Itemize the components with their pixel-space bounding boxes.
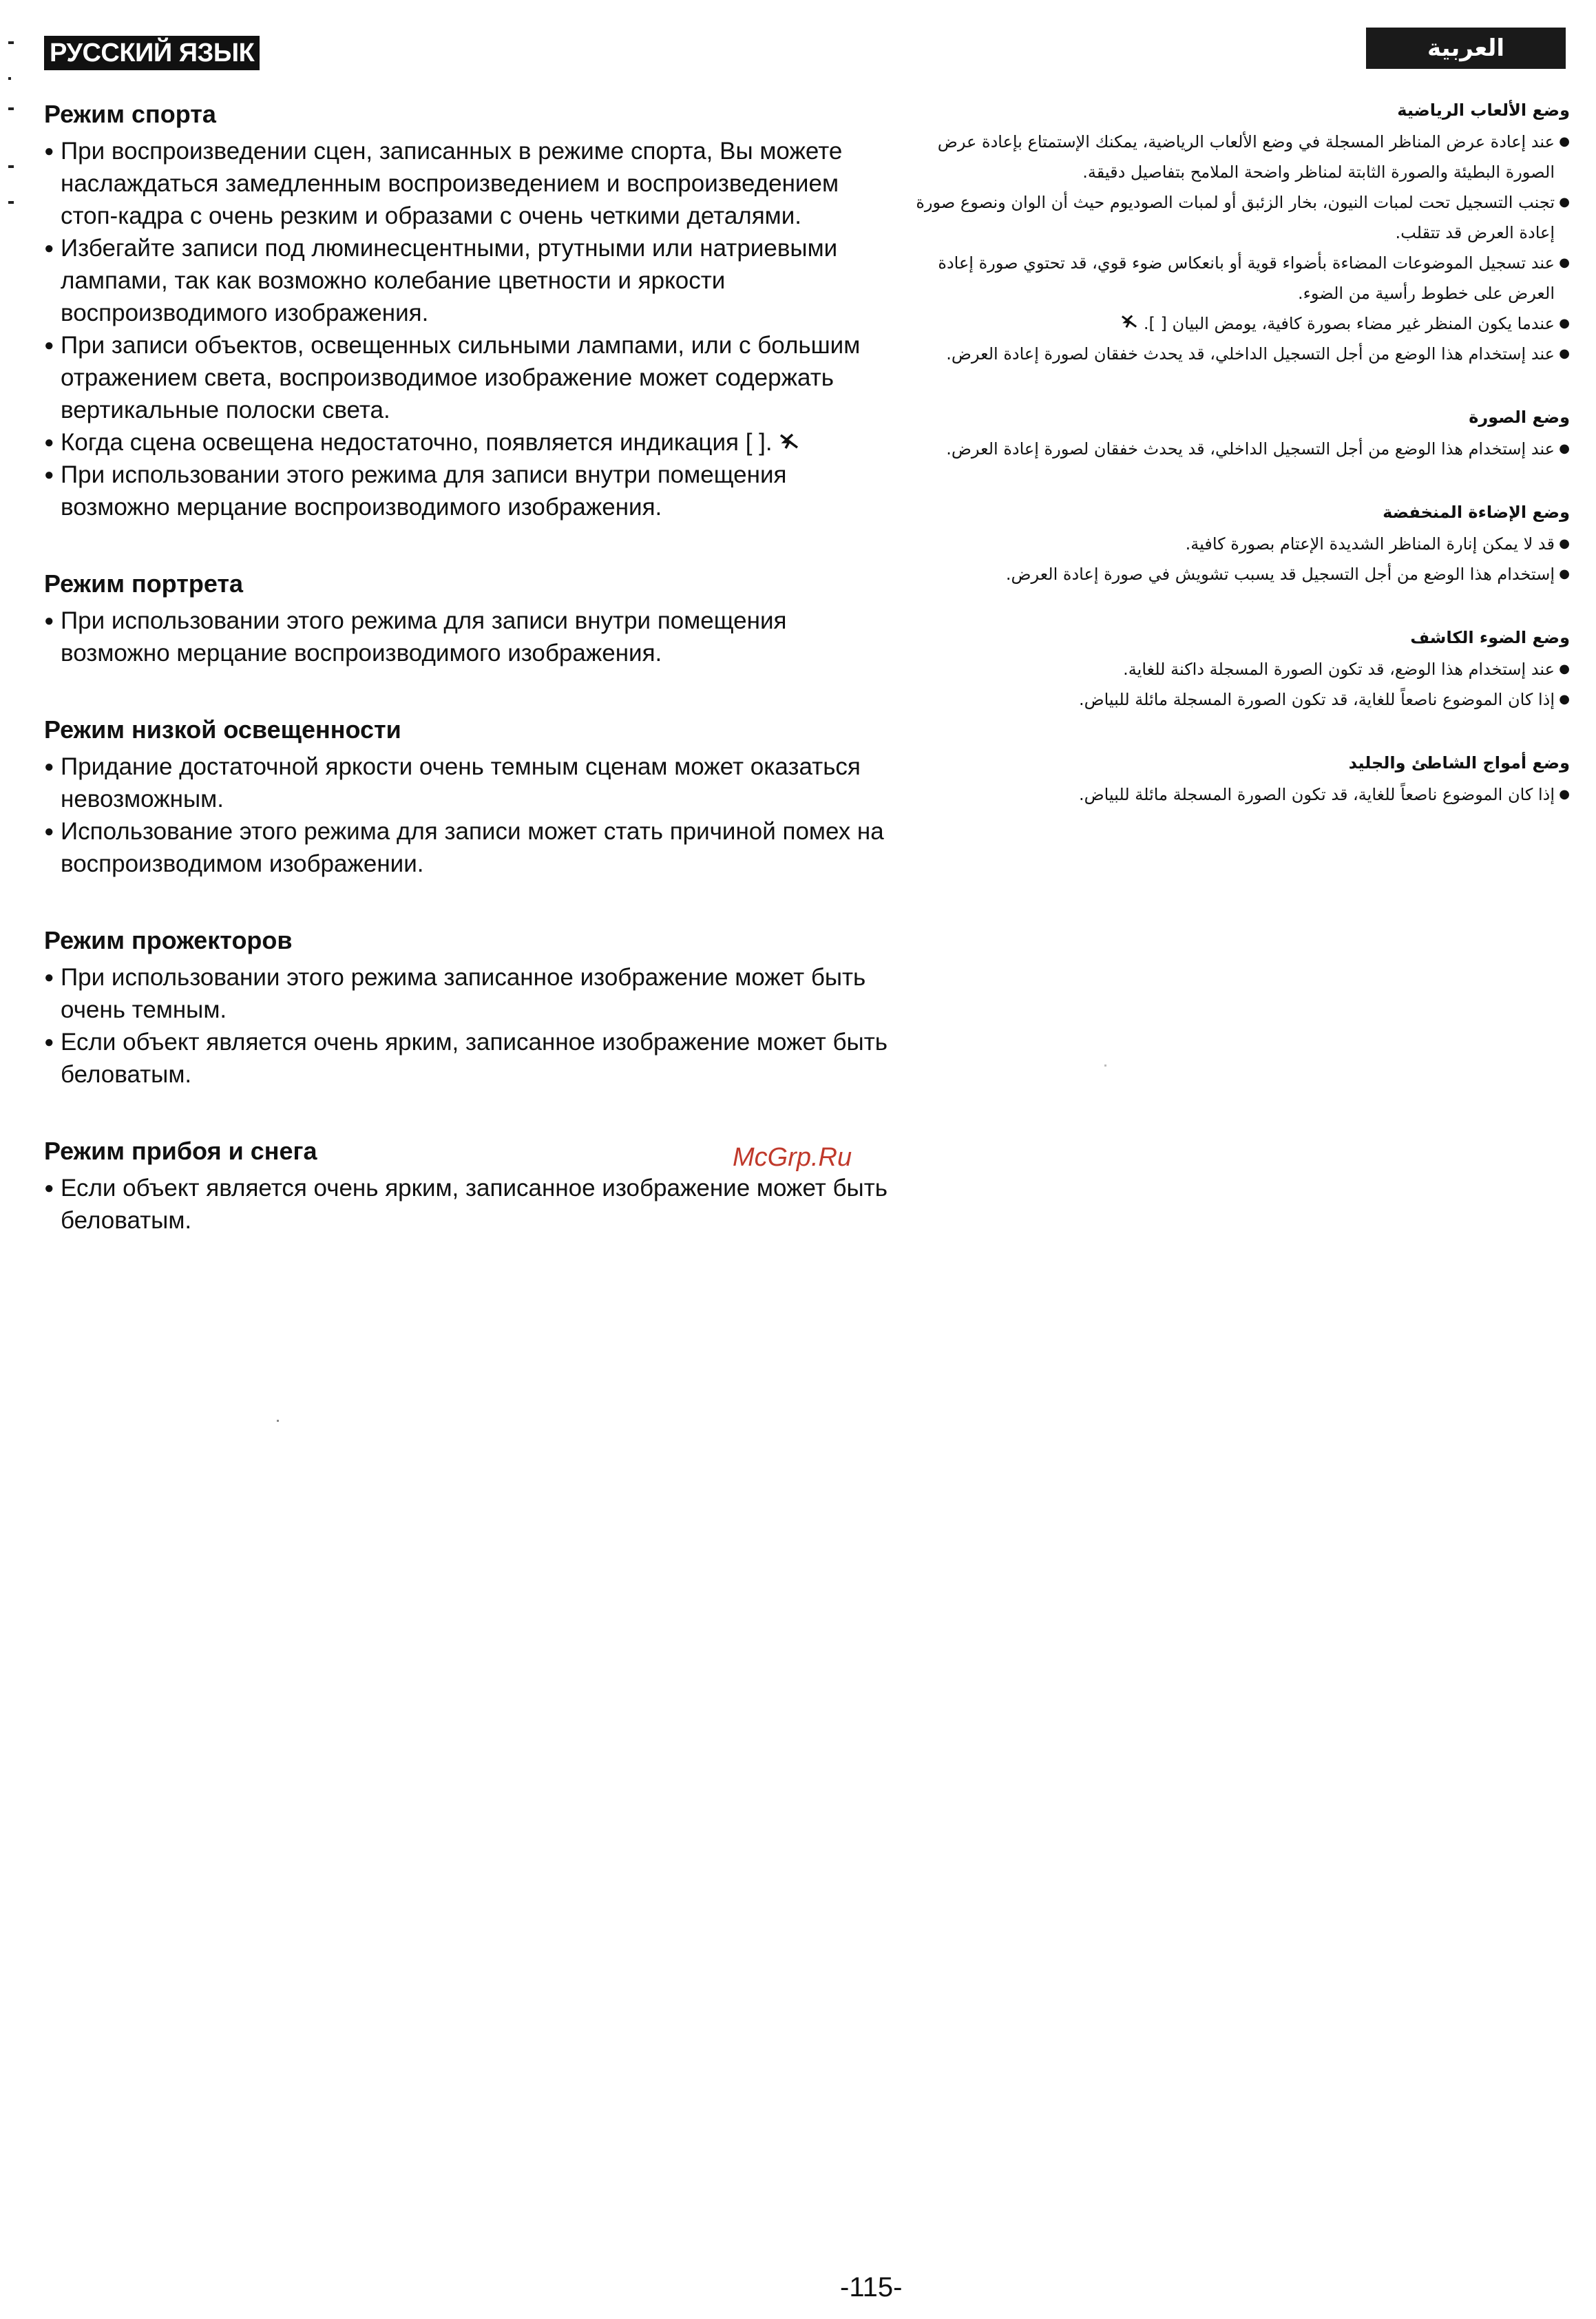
- ru-section-title: Режим прибоя и снега: [44, 1137, 317, 1165]
- ru-bullet: ● При использовании этого режима для записи внутри помещения возможно мерцание воспроизводимого изображения.: [44, 605, 891, 669]
- ru-section-title: Режим спорта: [44, 100, 216, 128]
- margin-marks: [6, 41, 26, 220]
- ar-section-spotlight: [909, 625, 1570, 715]
- ar-bullet: ● عند إستخدام هذا الوضع من أجل التسجيل الداخلي، قد يحدث خفقان لصورة إعادة العرض.: [909, 434, 1570, 464]
- ar-bullet: ● تجنب التسجيل تحت لمبات النيون، بخار الزئبق أو لمبات الصوديوم حيث أن الوان ونصوع صورة إعادة العرض قد تتقلب.: [909, 187, 1570, 248]
- ar-bullet: ● إستخدام هذا الوضع من أجل التسجيل قد يسبب تشويش في صورة إعادة العرض.: [909, 559, 1570, 589]
- ru-bullet: ● Если объект является очень ярким, записанное изображение может быть беловатым.: [44, 1026, 891, 1091]
- ru-section-title: Режим низкой освещенности: [44, 715, 401, 744]
- ru-bullet: ● При использовании этого режима записанное изображение может быть очень темным.: [44, 961, 891, 1026]
- ru-bullet: ● Избегайте записи под люминесцентными, ртутными или натриевыми лампами, так как возможно колебание цветности и яркости воспроизводимого изображения.: [44, 232, 891, 329]
- ar-section-portrait: [909, 405, 1570, 464]
- ar-bullet: [909, 308, 1570, 339]
- ar-section-title: وضع الإضاءة المنخفضة: [1383, 503, 1570, 522]
- ru-bullet: ● При воспроизведении сцен, записанных в режиме спорта, Вы можете наслаждаться замедленным воспроизведением и воспроизведением стоп-кадра с очень резким и образами с очень четкими деталями.: [44, 135, 891, 232]
- ru-bullet: ● Придание достаточной яркости очень темным сценам может оказаться невозможным.: [44, 751, 891, 815]
- ar-bullet: ● إذا كان الموضوع ناصعاً للغاية، قد تكون الصورة المسجلة مائلة للبياض.: [909, 684, 1570, 715]
- ar-section-low-light: [909, 500, 1570, 589]
- ar-bullet: ● عند إستخدام هذا الوضع من أجل التسجيل الداخلي، قد يحدث خفقان لصورة إعادة العرض.: [909, 339, 1570, 369]
- arabic-column: [909, 98, 1570, 846]
- ru-bullet: ● Если объект является очень ярким, записанное изображение может быть беловатым.: [44, 1172, 891, 1237]
- ru-section-title: Режим портрета: [44, 569, 244, 598]
- ru-section-portrait: [44, 567, 891, 669]
- ar-section-title: وضع الصورة: [1469, 408, 1570, 427]
- ar-section-title: وضع أمواج الشاطئ والجليد: [1348, 753, 1570, 773]
- arabic-language-label: العربية: [1366, 28, 1566, 69]
- russian-language-label: РУССКИЙ ЯЗЫК: [44, 36, 260, 70]
- ar-section-surf-snow: [909, 751, 1570, 810]
- ar-bullet: ● إذا كان الموضوع ناصعاً للغاية، قد تكون الصورة المسجلة مائلة للبياض.: [909, 779, 1570, 810]
- ru-bullet: ● Использование этого режима для записи может стать причиной помех на воспроизводимом изображении.: [44, 815, 891, 880]
- ar-section-sport: [909, 98, 1570, 369]
- ru-bullet-text: Когда сцена освещена недостаточно, появляется индикация [ ].: [61, 429, 773, 456]
- low-light-warning-icon: [779, 426, 799, 459]
- ar-bullet: ● عند إستخدام هذا الوضع، قد تكون الصورة المسجلة داكنة للغاية.: [909, 654, 1570, 684]
- ru-bullet: ● При использовании этого режима для записи внутри помещения возможно мерцание воспроизводимого изображения.: [44, 459, 891, 523]
- ru-bullet: ● При записи объектов, освещенных сильными лампами, или с большим отражением света, воспроизводимое изображение может содержать вертикальные полоски света.: [44, 329, 891, 426]
- page-number: -115-: [840, 2272, 903, 2302]
- ru-section-spotlight: [44, 924, 891, 1091]
- ar-section-title: وضع الألعاب الرياضية: [1397, 101, 1570, 120]
- ru-section-sport: [44, 98, 891, 523]
- ar-section-title: وضع الضوء الكاشف: [1410, 628, 1570, 647]
- scan-speck: [1104, 1064, 1106, 1067]
- ar-bullet: ● عند إعادة عرض المناظر المسجلة في وضع الألعاب الرياضية، يمكنك الإستمتاع بإعادة عرض الصورة البطيئة والصورة الثابتة لمناظر واضحة الملامح بتفاصيل دقيقة.: [909, 127, 1570, 187]
- russian-column: [44, 98, 891, 1281]
- ru-section-title: Режим прожекторов: [44, 926, 293, 954]
- scan-speck: [277, 1420, 279, 1422]
- ar-bullet: ● عند تسجيل الموضوعات المضاءة بأضواء قوية أو بانعكاس ضوء قوي، قد تحتوي صورة إعادة العرض على خطوط رأسية من الضوء.: [909, 248, 1570, 308]
- low-light-warning-icon: [1120, 308, 1138, 339]
- ar-bullet: ● قد لا يمكن إنارة المناظر الشديدة الإعتام بصورة كافية.: [909, 529, 1570, 559]
- ru-section-low-light: [44, 713, 891, 880]
- watermark-text: McGrp.Ru: [733, 1143, 852, 1172]
- ru-bullet: [44, 426, 891, 459]
- ar-bullet-text: عندما يكون المنظر غير مضاء بصورة كافية، يومض البيان [ ].: [1143, 314, 1555, 333]
